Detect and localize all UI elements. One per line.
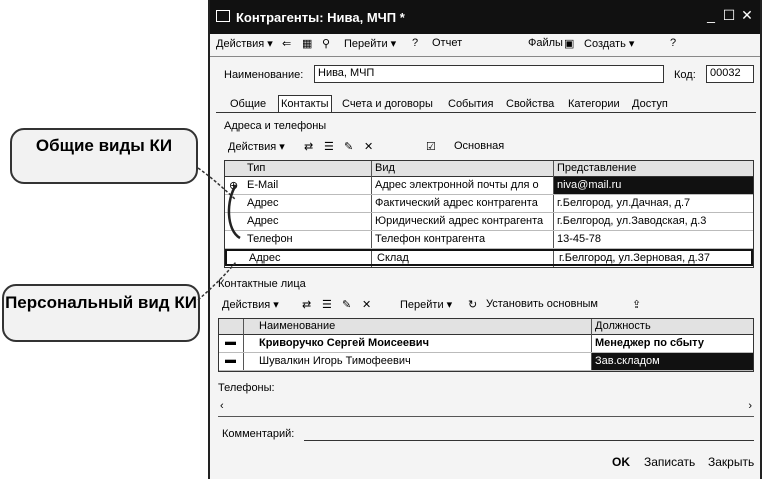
save-button[interactable]: Записать: [644, 455, 696, 469]
report-button[interactable]: Отчет: [432, 37, 463, 49]
delete-contact-icon[interactable]: ✕: [362, 299, 372, 311]
files-button[interactable]: Файлы: [528, 37, 563, 49]
address-kind: Склад: [377, 252, 409, 264]
copy-row-icon[interactable]: ☰: [324, 141, 334, 153]
column-view[interactable]: Представление: [557, 162, 637, 174]
contact-name: Криворучко Сергей Моисеевич: [259, 337, 429, 349]
scroll-left-icon[interactable]: ‹: [220, 400, 224, 412]
back-arrow-icon[interactable]: ⇐: [282, 38, 292, 50]
copy-contact-icon[interactable]: ☰: [322, 299, 332, 311]
address-type: Телефон: [247, 233, 293, 245]
column-name[interactable]: Наименование: [259, 320, 336, 332]
contact-name: Шувалкин Игорь Тимофеевич: [259, 355, 411, 367]
maximize-button[interactable]: ☐: [722, 7, 736, 23]
scroll-right-icon[interactable]: ›: [748, 400, 752, 412]
address-type: Адрес: [249, 252, 281, 264]
callout-general-text: Общие виды КИ: [35, 136, 173, 155]
address-type: Адрес: [247, 197, 279, 209]
contact-icon: ▬: [225, 354, 236, 366]
contacts-goto-menu[interactable]: Перейти ▾: [400, 299, 453, 311]
window-title: Контрагенты: Нива, МЧП *: [236, 10, 405, 25]
comment-label: Комментарий:: [222, 428, 295, 440]
upload-icon[interactable]: ⇪: [632, 299, 642, 311]
addresses-group-title: Адреса и телефоны: [224, 120, 327, 132]
tab-categories[interactable]: Категории: [568, 98, 620, 110]
tab-accounts[interactable]: Счета и договоры: [342, 98, 433, 110]
help-icon[interactable]: ?: [670, 37, 677, 49]
column-type[interactable]: Тип: [247, 162, 266, 174]
tab-access[interactable]: Доступ: [632, 98, 668, 110]
addresses-actions-menu[interactable]: Действия ▾: [228, 141, 285, 153]
address-view: г.Белгород, ул.Зерновая, д.37: [559, 252, 710, 264]
address-type: E-Mail: [247, 179, 279, 191]
tab-properties[interactable]: Свойства: [506, 98, 555, 110]
row-icon: ⊕: [229, 180, 239, 192]
column-kind[interactable]: Вид: [375, 162, 395, 174]
tab-contacts[interactable]: Контакты: [278, 95, 332, 112]
address-view: г.Белгород, ул.Дачная, д.7: [557, 197, 691, 209]
address-kind: Телефон контрагента: [375, 233, 486, 245]
address-type: Адрес: [247, 215, 279, 227]
contact-position: Менеджер по сбыту: [595, 337, 704, 349]
phones-label: Телефоны:: [218, 382, 275, 394]
name-label: Наименование:: [224, 69, 304, 81]
delete-row-icon[interactable]: ✕: [364, 141, 374, 153]
address-view: 13-45-78: [557, 233, 602, 245]
files-icon[interactable]: ▣: [564, 38, 575, 50]
contact-icon: ▬: [225, 336, 236, 348]
address-kind: Фактический адрес контрагента: [375, 197, 538, 209]
actions-menu[interactable]: Действия ▾: [216, 38, 273, 50]
address-kind: Адрес электронной почты для о: [375, 179, 539, 191]
close-button[interactable]: ✕: [741, 7, 753, 23]
callout-personal-text: Персональный вид КИ: [5, 293, 197, 312]
contacts-actions-menu[interactable]: Действия ▾: [222, 299, 279, 311]
edit-contact-icon[interactable]: ✎: [342, 299, 352, 311]
goto-menu[interactable]: Перейти ▾: [344, 38, 397, 50]
tab-events[interactable]: События: [448, 98, 494, 110]
main-check-icon[interactable]: ☑: [426, 141, 436, 153]
add-row-icon[interactable]: ⇄: [304, 141, 314, 153]
add-contact-icon[interactable]: ⇄: [302, 299, 312, 311]
code-input[interactable]: 00032: [706, 65, 754, 83]
contacts-group-title: Контактные лица: [218, 278, 306, 290]
ok-button[interactable]: OK: [612, 455, 630, 469]
create-menu[interactable]: Создать ▾: [584, 38, 635, 50]
structure-icon[interactable]: ▦: [302, 38, 313, 50]
close-form-button[interactable]: Закрыть: [708, 455, 755, 469]
help-question-icon[interactable]: ?: [412, 37, 419, 49]
tab-general[interactable]: Общие: [230, 98, 267, 110]
set-main-address-button[interactable]: Основная: [454, 140, 505, 152]
name-input[interactable]: Нива, МЧП: [314, 65, 664, 83]
code-label: Код:: [674, 69, 696, 81]
address-view: niva@mail.ru: [554, 177, 753, 194]
refresh-icon[interactable]: ↻: [468, 299, 478, 311]
hierarchy-icon[interactable]: ⚲: [322, 38, 331, 50]
address-kind: Юридический адрес контрагента: [375, 215, 544, 227]
minimize-button[interactable]: _: [707, 7, 715, 23]
contact-position: Зав.складом: [592, 353, 753, 370]
column-position[interactable]: Должность: [595, 320, 651, 332]
address-view: г.Белгород, ул.Заводская, д.3: [557, 215, 707, 227]
set-main-contact-button[interactable]: Установить основным: [486, 298, 598, 310]
edit-row-icon[interactable]: ✎: [344, 141, 354, 153]
